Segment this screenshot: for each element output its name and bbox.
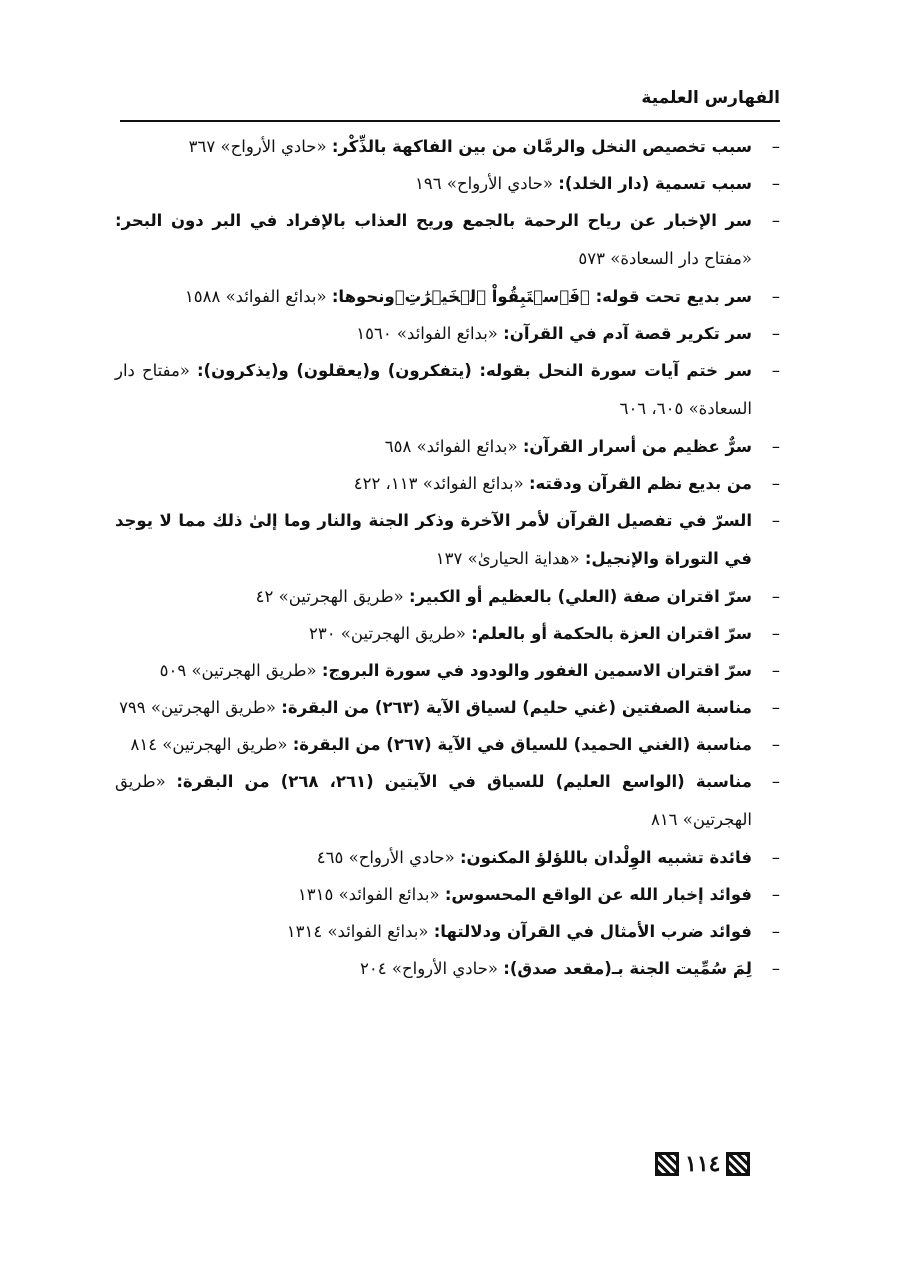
index-entry [115, 315, 780, 352]
entry-source: «بدائع الفوائد» ٦٥٨ [384, 437, 518, 456]
entry-source: «طريق الهجرتين» ٧٩٩ [119, 698, 277, 717]
index-entry [115, 763, 780, 839]
entry-source: «حادي الأرواح» ٤٦٥ [316, 848, 455, 867]
entry-source: «بدائع الفوائد» ١٥٨٨ [184, 287, 327, 306]
entry-dash: – [771, 211, 780, 230]
entry-topic: سر الإخبار عن رياح الرحمة بالجمع وريح العذاب بالإفراد في البر دون البحر: [115, 211, 752, 230]
entry-dash: – [771, 361, 780, 380]
entry-topic: فائدة تشبيه الوِلْدان باللؤلؤ المكنون: [459, 848, 752, 867]
index-entry [115, 128, 780, 165]
entry-topic: فوائد ضرب الأمثال في القرآن ودلالتها: [433, 922, 752, 941]
index-entry [115, 615, 780, 652]
entry-source: «حادي الأرواح» ٢٠٤ [360, 959, 498, 978]
entry-topic: فوائد إخبار الله عن الواقع المحسوس: [444, 885, 752, 904]
entry-dash: – [771, 922, 780, 941]
entry-source: «طريق الهجرتين» ٤٢ [255, 587, 404, 606]
ornament-left-icon [655, 1152, 679, 1176]
entry-source: «طريق الهجرتين» ٥٠٩ [159, 661, 317, 680]
index-entry [115, 839, 780, 876]
entry-dash: – [771, 772, 780, 791]
entry-source: «حادي الأرواح» ١٩٦ [415, 174, 553, 193]
entry-dash: – [771, 661, 780, 680]
entry-topic: لِمَ سُمِّيت الجنة بـ(مقعد صدق): [503, 959, 752, 978]
entry-dash: – [771, 885, 780, 904]
entry-topic: سبب تخصيص النخل والرمَّان من بين الفاكهة بالذِّكْر: [331, 137, 752, 156]
entry-topic: سرّ اقتران العزة بالحكمة أو بالعلم: [471, 624, 752, 643]
index-entry [115, 950, 780, 987]
ornament-right-icon [726, 1152, 750, 1176]
index-entry [115, 876, 780, 913]
entry-dash: – [771, 174, 780, 193]
entry-topic: من بديع نظم القرآن ودقته: [528, 474, 752, 493]
entry-dash: – [771, 474, 780, 493]
entry-source: «طريق الهجرتين» ٨١٦ [115, 772, 752, 829]
entry-topic: السرّ في تفصيل القرآن لأمر الآخرة وذكر الجنة والنار وما إلىٰ ذلك مما لا يوجد في التوراة والإنجيل: [115, 511, 752, 568]
entry-topic: سر ختم آيات سورة النحل بقوله: (يتفكرون) و(يعقلون) و(يذكرون): [196, 361, 752, 380]
entry-source: «حادي الأرواح» ٣٦٧ [188, 137, 327, 156]
entry-topic: مناسبة الصفتين (غني حليم) لسياق الآية (٢٦٣) من البقرة: [281, 698, 752, 717]
entry-dash: – [771, 137, 780, 156]
entry-source: «بدائع الفوائد» ١٥٦٠ [356, 324, 498, 343]
running-header: الفهارس العلمية [641, 88, 780, 108]
entry-dash: – [771, 511, 780, 530]
index-entry [115, 652, 780, 689]
index-entry [115, 913, 780, 950]
entry-topic: مناسبة (الواسع العليم) للسياق في الآيتين (٢٦١، ٢٦٨) من البقرة: [176, 772, 752, 791]
entry-dash: – [771, 324, 780, 343]
index-entry [115, 165, 780, 202]
entry-source: «بدائع الفوائد» ١٣١٥ [297, 885, 440, 904]
entry-source: «بدائع الفوائد» ١١٣، ٤٢٢ [353, 474, 524, 493]
entry-dash: – [771, 698, 780, 717]
header-rule [120, 120, 780, 122]
index-entry [115, 689, 780, 726]
index-entry [115, 726, 780, 763]
entry-dash: – [771, 624, 780, 643]
entry-source: «هداية الحيارىٰ» ١٣٧ [435, 549, 580, 568]
entry-dash: – [771, 959, 780, 978]
entry-dash: – [771, 437, 780, 456]
entry-topic: سر تكرير قصة آدم في القرآن: [503, 324, 752, 343]
entry-source: «مفتاح دار السعادة» ٦٠٥، ٦٠٦ [115, 361, 752, 418]
entry-topic: سر بديع تحت قوله: ﴿فَٱسۡتَبِقُواْ ٱلۡخَيۡرَٰتِ﴾ونحوها: [331, 287, 752, 306]
entry-dash: – [771, 735, 780, 754]
entry-topic: سرٌّ عظيم من أسرار القرآن: [522, 437, 752, 456]
page-footer [655, 1148, 785, 1180]
entry-topic: مناسبة (الغني الحميد) للسياق في الآية (٢٦٧) من البقرة: [292, 735, 752, 754]
page-number: ١١٤ [685, 1151, 721, 1177]
entry-dash: – [771, 587, 780, 606]
entry-topic: سرّ اقتران صفة (العلي) بالعظيم أو الكبير: [409, 587, 752, 606]
index-entry [115, 352, 780, 428]
entry-dash: – [771, 848, 780, 867]
index-entry [115, 202, 780, 278]
entry-source: «بدائع الفوائد» ١٣١٤ [286, 922, 429, 941]
index-entry [115, 578, 780, 615]
index-entry [115, 502, 780, 578]
entry-topic: سبب تسمية (دار الخلد): [558, 174, 752, 193]
entry-source: «طريق الهجرتين» ٨١٤ [130, 735, 288, 754]
index-entry [115, 278, 780, 315]
entry-topic: سرّ اقتران الاسمين الغفور والودود في سورة البروج: [321, 661, 752, 680]
index-list [115, 128, 780, 987]
entry-source: «مفتاح دار السعادة» ٥٧٣ [578, 249, 752, 268]
entry-source: «طريق الهجرتين» ٢٣٠ [308, 624, 466, 643]
entry-dash: – [771, 287, 780, 306]
index-entry [115, 428, 780, 465]
index-entry [115, 465, 780, 502]
